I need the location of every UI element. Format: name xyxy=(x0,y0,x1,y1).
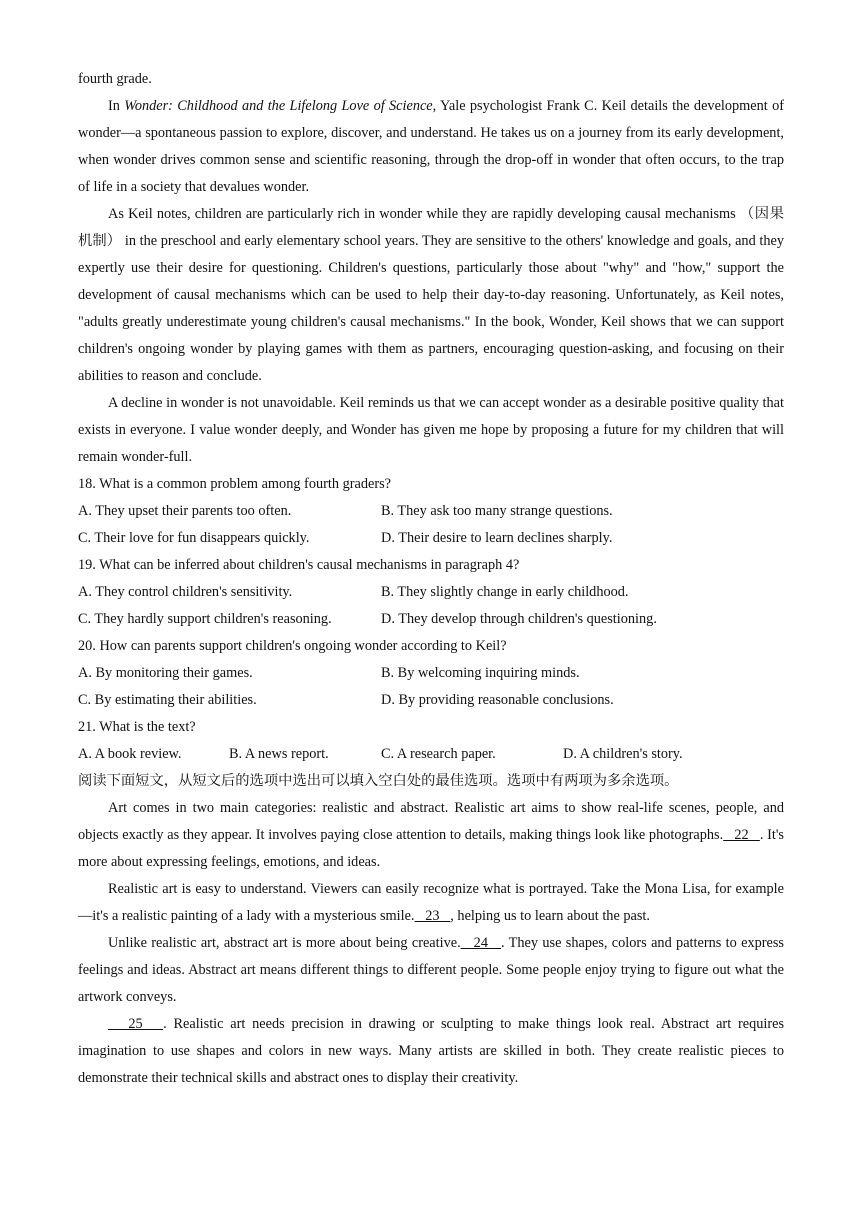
blank-25[interactable]: 25 xyxy=(108,1016,164,1032)
option-18-b[interactable]: B. They ask too many strange questions. xyxy=(381,503,613,519)
option-20-b[interactable]: B. By welcoming inquiring minds. xyxy=(381,665,580,681)
book-title: Wonder: Childhood and the Lifelong Love of Science xyxy=(124,98,433,114)
passage-line-fourth-grade: fourth grade. xyxy=(78,71,152,87)
option-20-d[interactable]: D. By providing reasonable conclusions. xyxy=(381,692,614,708)
question-18-options-row2 xyxy=(78,525,784,552)
question-19-options-row1 xyxy=(78,579,784,606)
option-21-a[interactable]: A. A book review. xyxy=(78,746,182,762)
blank-22[interactable]: 22 xyxy=(723,827,760,843)
section-instruction: 阅读下面短文，从短文后的选项中选出可以填入空白处的最佳选项。选项中有两项为多余选项。 xyxy=(78,773,679,789)
option-19-b[interactable]: B. They slightly change in early childhood. xyxy=(381,584,629,600)
option-19-a[interactable]: A. They control children's sensitivity. xyxy=(78,584,293,600)
passage2-paragraph-1 xyxy=(78,795,784,876)
p2-1-tail: . It's more about expressing feelings, emotions, and ideas. xyxy=(78,827,784,870)
option-20-c[interactable]: C. By estimating their abilities. xyxy=(78,692,257,708)
option-18-d[interactable]: D. Their desire to learn declines sharply. xyxy=(381,530,613,546)
question-20-options-row2 xyxy=(78,687,784,714)
p2-2-tail: , helping us to learn about the past. xyxy=(450,908,650,924)
document-page xyxy=(78,66,784,1092)
option-21-d[interactable]: D. A children's story. xyxy=(563,746,683,762)
blank-24[interactable]: 24 xyxy=(460,935,501,951)
option-18-a[interactable]: A. They upset their parents too often. xyxy=(78,503,292,519)
question-20-options-row1 xyxy=(78,660,784,687)
p2-2-text: Realistic art is easy to understand. Viewers can easily recognize what is portrayed. Take the Mona Lisa, for example—it's a realistic painting of a lady with a mysterious smile. xyxy=(78,881,784,924)
question-19-options-row2 xyxy=(78,606,784,633)
question-21-options xyxy=(78,741,784,768)
passage1-paragraph-1 xyxy=(78,93,784,201)
p2-4-tail: . Realistic art needs precision in drawing or sculpting to make things look real. Abstract art requires imagination to use shapes and colors in new ways. Many artists are skilled in both. They create realistic pieces to demonstrate their technical skills and abstract ones to display their creativity. xyxy=(78,1016,785,1086)
question-20-stem: 20. How can parents support children's ongoing wonder according to Keil? xyxy=(78,638,507,654)
passage2-paragraph-3 xyxy=(78,930,784,1011)
passage1-paragraph-3: A decline in wonder is not unavoidable. Keil reminds us that we can accept wonder as a desirable positive quality that exists in everyone. I value wonder deeply, and Wonder has given me hope by proposing a future for my children that will remain wonder-full. xyxy=(78,395,784,465)
passage2-paragraph-2 xyxy=(78,876,784,930)
question-18-stem: 18. What is a common problem among fourth graders? xyxy=(78,476,391,492)
p1-body: , Yale psychologist Frank C. Keil details the development of wonder—a spontaneous passion to explore, discover, and understand. He takes us on a journey from its early development, when wonder drives common sense and scientific reasoning, through the drop-off in wonder that often occurs, to the trap of life in a society that devalues wonder. xyxy=(78,98,784,195)
p2-3-tail: . They use shapes, colors and patterns to express feelings and ideas. Abstract art means different things to different people. Some people enjoy trying to figure out what the artwork conveys. xyxy=(78,935,784,1005)
p2-1-text: Art comes in two main categories: realistic and abstract. Realistic art aims to show real-life scenes, people, and objects exactly as they appear. It involves paying close attention to details, making things look like photographs. xyxy=(78,800,784,843)
option-21-c[interactable]: C. A research paper. xyxy=(381,746,496,762)
blank-23[interactable]: 23 xyxy=(414,908,451,924)
option-18-c[interactable]: C. Their love for fun disappears quickly. xyxy=(78,530,310,546)
question-21-stem: 21. What is the text? xyxy=(78,719,196,735)
option-19-d[interactable]: D. They develop through children's questioning. xyxy=(381,611,657,627)
question-18-options-row1 xyxy=(78,498,784,525)
passage1-paragraph-2: As Keil notes, children are particularly rich in wonder while they are rapidly developing causal mechanisms （因果机制） in the preschool and early elementary school years. They are sensitive to the others' knowledge and goals, and they expertly use their desire for questioning. Children's questions, particularly those about "why" and "how," support the development of causal mechanisms which can be used to help their day-to-day reasoning. Unfortunately, as Keil notes, "adults greatly underestimate young children's causal mechanisms." In the book, Wonder, Keil shows that we can support children's ongoing wonder by playing games with them as partners, encouraging question-asking, and focusing on their abilities to reason and conclude. xyxy=(78,206,784,384)
option-21-b[interactable]: B. A news report. xyxy=(229,746,329,762)
p1-lead: In xyxy=(108,98,125,114)
passage2-paragraph-4 xyxy=(78,1011,784,1092)
p2-3-text: Unlike realistic art, abstract art is more about being creative. xyxy=(108,935,461,951)
question-19-stem: 19. What can be inferred about children's causal mechanisms in paragraph 4? xyxy=(78,557,520,573)
option-19-c[interactable]: C. They hardly support children's reasoning. xyxy=(78,611,332,627)
option-20-a[interactable]: A. By monitoring their games. xyxy=(78,665,253,681)
